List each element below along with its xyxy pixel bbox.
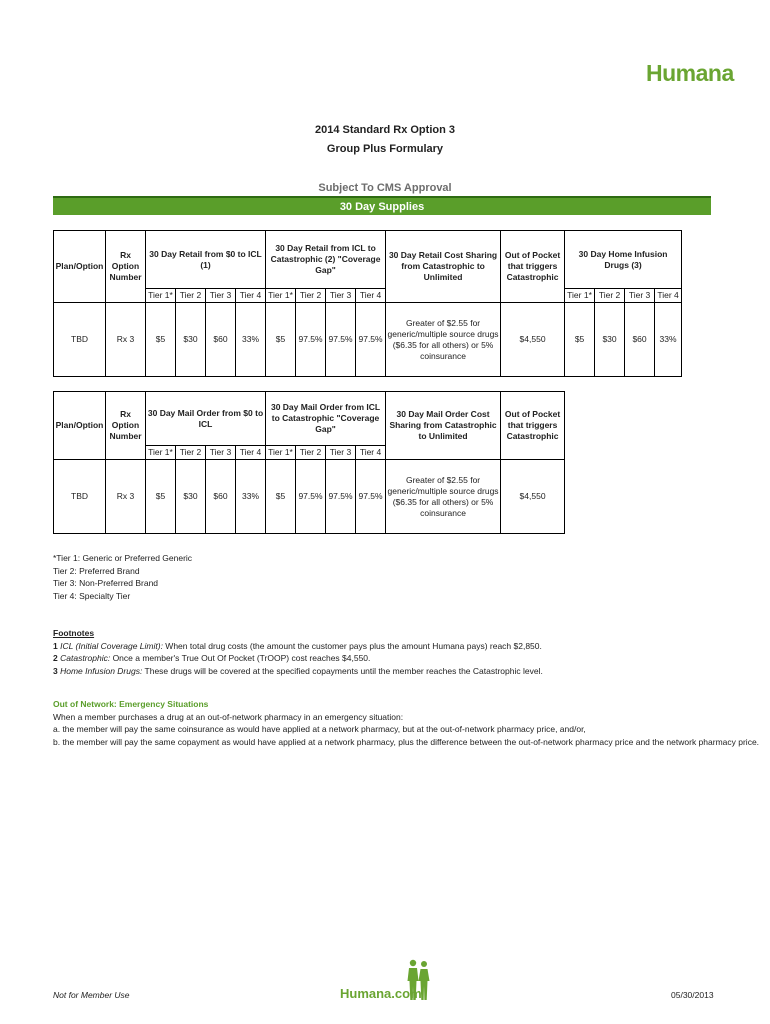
tier-note: Tier 4: Specialty Tier bbox=[53, 590, 131, 601]
footnote-text: Once a member's True Out Of Pocket (TrOOP) cost reaches $4,550. bbox=[110, 653, 371, 663]
footnote-number: 3 bbox=[53, 665, 58, 676]
tier-header: Tier 3 bbox=[326, 446, 356, 460]
cost-sharing-cell: Greater of $2.55 for generic/multiple source drugs ($6.35 for all others) or 5% coinsurance bbox=[386, 460, 501, 534]
value-cell: $30 bbox=[595, 303, 625, 377]
value-cell: $30 bbox=[176, 460, 206, 534]
mail-initial-header: 30 Day Mail Order from $0 to ICL bbox=[146, 392, 266, 446]
table-row bbox=[54, 460, 565, 534]
value-cell: 97.5% bbox=[326, 460, 356, 534]
tier-header: Tier 2 bbox=[296, 289, 326, 303]
tier-header: Tier 2 bbox=[176, 446, 206, 460]
footnote-term: ICL (Initial Coverage Limit): bbox=[60, 640, 163, 651]
document-title: 2014 Standard Rx Option 3 bbox=[315, 124, 455, 136]
plan-cell: TBD bbox=[54, 460, 106, 534]
value-cell: $60 bbox=[625, 303, 655, 377]
humana-logo: Humana bbox=[646, 60, 734, 86]
tier-header: Tier 4 bbox=[655, 289, 682, 303]
plan-cell: TBD bbox=[54, 303, 106, 377]
value-cell: 97.5% bbox=[296, 303, 326, 377]
value-cell: 97.5% bbox=[296, 460, 326, 534]
tier-header: Tier 3 bbox=[206, 289, 236, 303]
rx-cell: Rx 3 bbox=[106, 303, 146, 377]
out-of-network-heading: Out of Network: Emergency Situations bbox=[53, 699, 209, 709]
value-cell: $5 bbox=[266, 460, 296, 534]
footnotes-heading: Footnotes bbox=[53, 628, 95, 638]
mail-gap-header: 30 Day Mail Order from ICL to Catastrophic "Coverage Gap" bbox=[266, 392, 386, 446]
out-of-network-line: a. the member will pay the same coinsurance as would have applied at a network pharmacy, but at the out-of-network pharmacy price, and/or, bbox=[53, 724, 586, 734]
oop-cell: $4,550 bbox=[501, 460, 565, 534]
tier-header: Tier 4 bbox=[236, 446, 266, 460]
retail-cost-sharing-header: 30 Day Retail Cost Sharing from Catastrophic to Unlimited bbox=[386, 231, 501, 303]
tier-note: *Tier 1: Generic or Preferred Generic bbox=[53, 553, 193, 563]
value-cell: 33% bbox=[236, 303, 266, 377]
retail-table bbox=[53, 230, 682, 377]
value-cell: 97.5% bbox=[356, 303, 386, 377]
footnotes bbox=[53, 627, 543, 677]
value-cell: $60 bbox=[206, 303, 236, 377]
footnote bbox=[53, 640, 543, 653]
tier-header: Tier 1* bbox=[146, 289, 176, 303]
tier-note: Tier 2: Preferred Brand bbox=[53, 565, 140, 576]
value-cell: $30 bbox=[176, 303, 206, 377]
tier-header: Tier 2 bbox=[296, 446, 326, 460]
value-cell: $5 bbox=[146, 460, 176, 534]
value-cell: 97.5% bbox=[356, 460, 386, 534]
footnote-term: Home Infusion Drugs: bbox=[60, 665, 143, 676]
value-cell: $5 bbox=[565, 303, 595, 377]
tier-header: Tier 3 bbox=[625, 289, 655, 303]
footnote-number: 1 bbox=[53, 640, 58, 651]
tier-header: Tier 4 bbox=[356, 289, 386, 303]
table-row bbox=[54, 303, 682, 377]
tier-header: Tier 4 bbox=[236, 289, 266, 303]
rx-cell: Rx 3 bbox=[106, 460, 146, 534]
tier-header: Tier 2 bbox=[595, 289, 625, 303]
footnote bbox=[53, 665, 543, 678]
footnote bbox=[53, 652, 543, 665]
footer-left: Not for Member Use bbox=[53, 990, 130, 1000]
value-cell: $5 bbox=[266, 303, 296, 377]
rx-option-header: Rx Option Number bbox=[106, 231, 146, 303]
mail-order-table bbox=[53, 391, 565, 534]
retail-gap-header: 30 Day Retail from ICL to Catastrophic (2) "Coverage Gap" bbox=[266, 231, 386, 289]
rx-option-header: Rx Option Number bbox=[106, 392, 146, 460]
tier-header: Tier 3 bbox=[326, 289, 356, 303]
tier-header: Tier 1* bbox=[266, 446, 296, 460]
footnote-text: When total drug costs (the amount the customer pays plus the amount Humana pays) reach $2,850. bbox=[162, 640, 542, 651]
value-cell: $60 bbox=[206, 460, 236, 534]
tier-header: Tier 1* bbox=[565, 289, 595, 303]
approval-note: Subject To CMS Approval bbox=[318, 182, 452, 194]
plan-option-header: Plan/Option bbox=[54, 231, 106, 303]
tier-header: Tier 1* bbox=[146, 446, 176, 460]
value-cell: 33% bbox=[655, 303, 682, 377]
oop-header: Out of Pocket that triggers Catastrophic bbox=[501, 231, 565, 303]
tier-header: Tier 1* bbox=[266, 289, 296, 303]
out-of-network-section bbox=[53, 698, 759, 748]
tier-notes bbox=[53, 552, 192, 602]
oop-header: Out of Pocket that triggers Catastrophic bbox=[501, 392, 565, 460]
tier-header: Tier 4 bbox=[356, 446, 386, 460]
out-of-network-line: b. the member will pay the same copayment as would have applied at a network pharmacy, plus the difference between the out-of-network pharmacy price and the network pharmacy price. bbox=[53, 736, 760, 747]
cost-sharing-cell: Greater of $2.55 for generic/multiple source drugs ($6.35 for all others) or 5% coinsurance bbox=[386, 303, 501, 377]
plan-option-header: Plan/Option bbox=[54, 392, 106, 460]
retail-initial-header: 30 Day Retail from $0 to ICL (1) bbox=[146, 231, 266, 289]
mail-cost-sharing-header: 30 Day Mail Order Cost Sharing from Catastrophic to Unlimited bbox=[386, 392, 501, 460]
footnote-text: These drugs will be covered at the specified copayments until the member reaches the Catastrophic level. bbox=[142, 665, 543, 676]
value-cell: 97.5% bbox=[326, 303, 356, 377]
tier-note: Tier 3: Non-Preferred Brand bbox=[53, 578, 159, 588]
tier-header: Tier 3 bbox=[206, 446, 236, 460]
tier-header: Tier 2 bbox=[176, 289, 206, 303]
out-of-network-line: When a member purchases a drug at an out-of-network pharmacy in an emergency situation: bbox=[53, 711, 404, 722]
footnote-term: Catastrophic: bbox=[60, 653, 111, 663]
footnote-number: 2 bbox=[53, 653, 58, 663]
document-subtitle: Group Plus Formulary bbox=[326, 143, 444, 155]
value-cell: 33% bbox=[236, 460, 266, 534]
footer-website: Humana.com bbox=[340, 986, 422, 1001]
people-icon bbox=[404, 958, 434, 1007]
section-bar: 30 Day Supplies bbox=[53, 196, 711, 215]
home-infusion-header: 30 Day Home Infusion Drugs (3) bbox=[565, 231, 682, 289]
footer-date: 05/30/2013 bbox=[671, 990, 714, 1000]
value-cell: $5 bbox=[146, 303, 176, 377]
oop-cell: $4,550 bbox=[501, 303, 565, 377]
